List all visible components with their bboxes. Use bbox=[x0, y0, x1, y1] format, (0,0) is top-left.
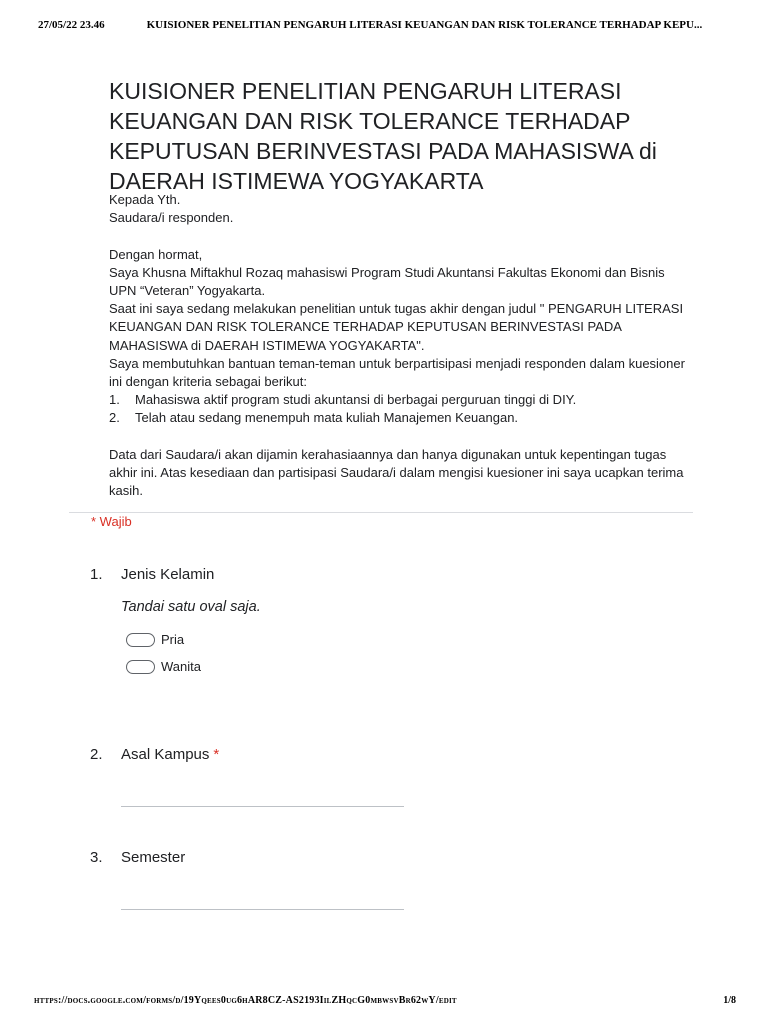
form-description bbox=[109, 191, 689, 500]
purpose-paragraph: Saat ini saya sedang melakukan penelitian untuk tugas akhir dengan judul " PENGARUH LITERASI KEUANGAN DAN RISK TOLERANCE TERHADAP KEPUTUSAN BERINVESTASI PADA MAHASISWA di DAERAH ISTIMEWA YOGYAKARTA". bbox=[109, 301, 684, 353]
section-divider bbox=[69, 512, 693, 513]
radio-option-wanita[interactable] bbox=[126, 653, 690, 680]
required-note: * Wajib bbox=[91, 514, 132, 529]
form-title: KUISIONER PENELITIAN PENGARUH LITERASI KEUANGAN DAN RISK TOLERANCE TERHADAP KEPUTUSAN BERINVESTASI PADA MAHASISWA di DAERAH ISTIMEWA YOGYAKARTA bbox=[109, 78, 657, 194]
question-hint: Tandai satu oval saja. bbox=[121, 599, 261, 615]
criteria-text: Telah atau sedang menempuh mata kuliah Manajemen Keuangan. bbox=[135, 410, 519, 426]
greeting: Dengan hormat, bbox=[109, 246, 203, 262]
question-asal-kampus bbox=[90, 745, 690, 807]
radio-oval[interactable] bbox=[126, 660, 155, 674]
radio-options bbox=[90, 626, 690, 680]
question-header bbox=[90, 745, 690, 765]
radio-oval[interactable] bbox=[126, 633, 155, 647]
question-label: Jenis Kelamin bbox=[121, 566, 215, 583]
question-number: 2. bbox=[90, 746, 103, 763]
closing-paragraph: Data dari Saudara/i akan dijamin kerahasiaannya dan hanya digunakan untuk kepentingan tugas akhir ini. Atas kesediaan dan partisipasi Saudara/i dalam mengisi kuesioner ini saya ucapkan terima kasih. bbox=[109, 446, 684, 499]
question-header bbox=[90, 565, 690, 585]
question-number: 3. bbox=[90, 849, 103, 866]
criteria-item bbox=[109, 391, 689, 409]
criteria-text: Mahasiswa aktif program studi akuntansi di berbagai perguruan tinggi di DIY. bbox=[135, 392, 577, 408]
question-semester bbox=[90, 848, 690, 910]
paragraph-gap bbox=[109, 428, 689, 446]
print-footer bbox=[34, 993, 736, 1007]
option-label: Wanita bbox=[161, 659, 201, 674]
question-header bbox=[90, 848, 690, 868]
asal-kampus-answer-field[interactable] bbox=[121, 806, 404, 807]
question-label: Semester bbox=[121, 849, 186, 866]
question-jenis-kelamin bbox=[90, 565, 690, 680]
question-number: 1. bbox=[90, 566, 103, 583]
paragraph-gap bbox=[109, 227, 689, 245]
request-paragraph: Saya membutuhkan bantuan teman-teman untuk berpartisipasi menjadi responden dalam kuesioner ini dengan kriteria sebagai berikut: bbox=[109, 355, 685, 390]
required-asterisk: * bbox=[213, 746, 220, 763]
salutation-line-2: Saudara/i responden. bbox=[109, 210, 234, 226]
print-datetime: 27/05/22 23.46 bbox=[38, 19, 105, 31]
intro-paragraph: Saya Khusna Miftakhul Rozaq mahasiswi Program Studi Akuntansi Fakultas Ekonomi dan Bisnis UPN “Veteran” Yogyakarta. bbox=[109, 264, 665, 298]
criteria-number: 2. bbox=[109, 410, 120, 426]
semester-answer-field[interactable] bbox=[121, 909, 404, 910]
question-label: Asal Kampus bbox=[121, 746, 210, 763]
criteria-item bbox=[109, 409, 689, 427]
page-number: 1/8 bbox=[723, 994, 736, 1006]
radio-option-pria[interactable] bbox=[126, 626, 690, 653]
option-label: Pria bbox=[161, 632, 185, 647]
criteria-list bbox=[109, 391, 689, 427]
print-header bbox=[38, 17, 732, 33]
criteria-number: 1. bbox=[109, 392, 120, 408]
print-url: https://docs.google.com/forms/d/19Yqees0ug6hAR8CZ-AS2193IilZHqcG0mbwsvBr62wY/edit bbox=[34, 994, 457, 1006]
print-title: KUISIONER PENELITIAN PENGARUH LITERASI KEUANGAN DAN RISK TOLERANCE TERHADAP KEPU... bbox=[146, 19, 703, 31]
salutation-line-1: Kepada Yth. bbox=[109, 192, 181, 207]
